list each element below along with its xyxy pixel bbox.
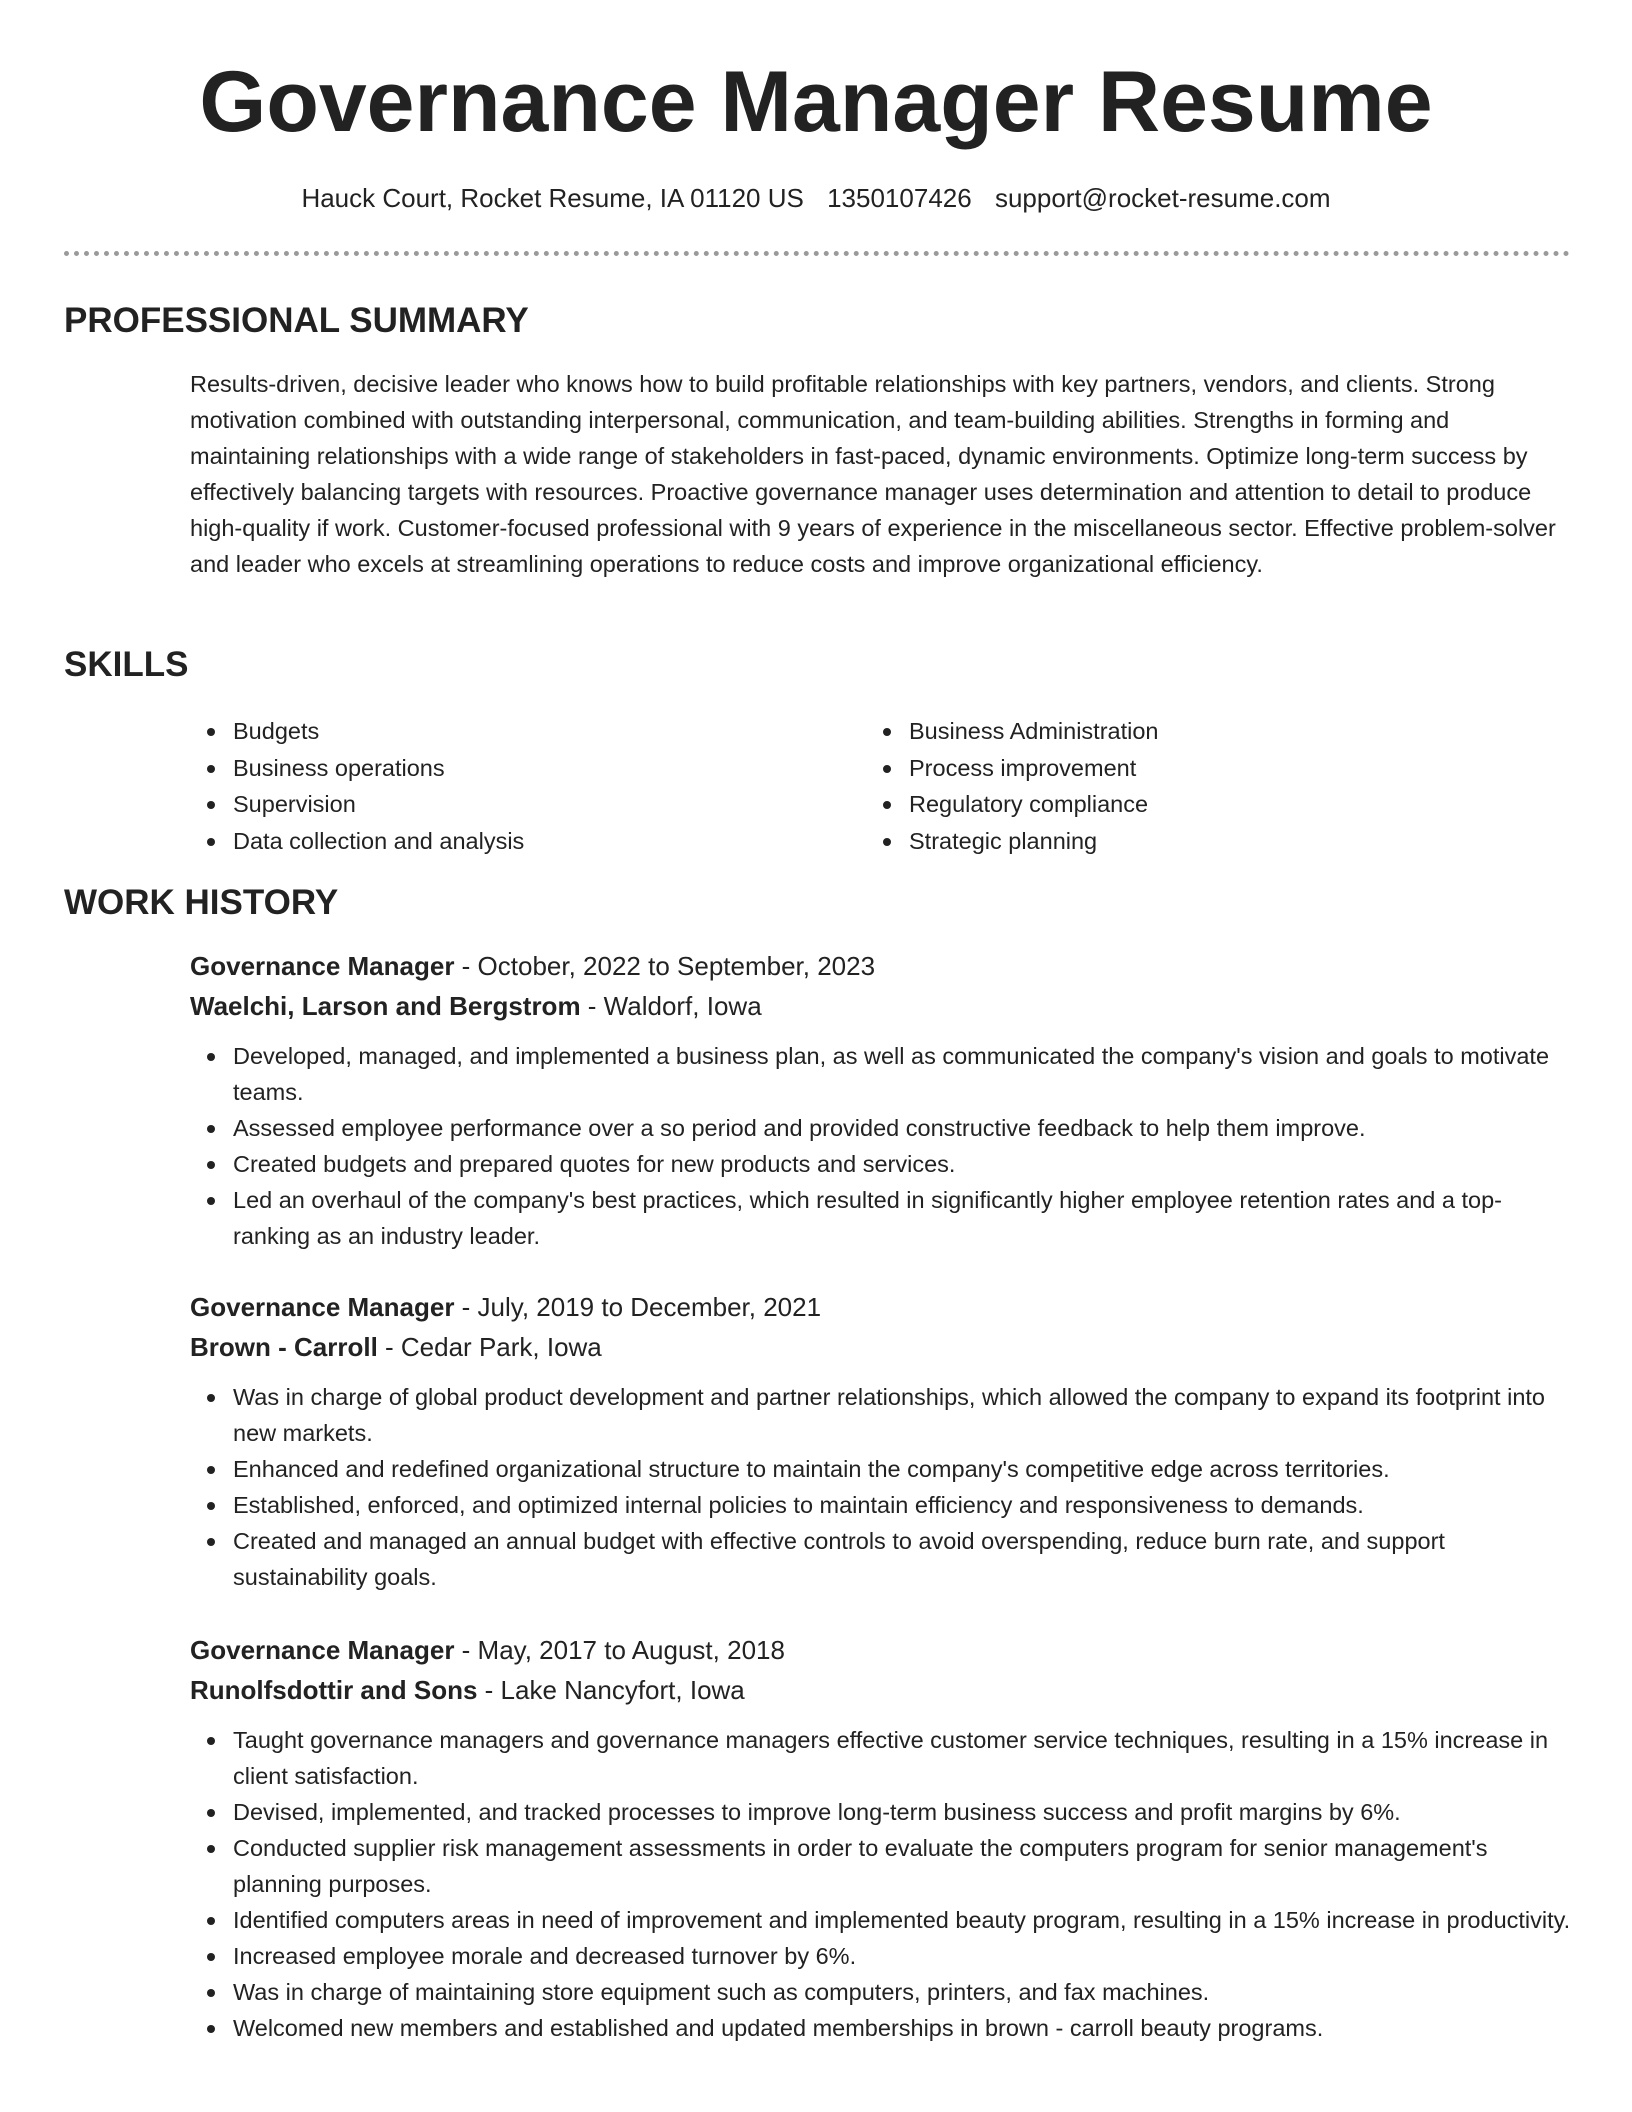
skills-list-right (866, 713, 1506, 859)
bullet-icon (207, 1737, 215, 1745)
skill-item (190, 786, 830, 823)
resume-title: Governance Manager Resume (199, 54, 1433, 150)
job-bullet-text: Assessed employee performance over a so period and provided constructive feedback to help them improve. (233, 1115, 1366, 1141)
job-bullet (190, 2010, 1572, 2046)
job-bullets (190, 1379, 1572, 1595)
summary-heading: PROFESSIONAL SUMMARY (64, 301, 529, 340)
job-bullet-text: Was in charge of maintaining store equipment such as computers, printers, and fax machines. (233, 1979, 1210, 2005)
job-entry (190, 1287, 1572, 1595)
bullet-icon (883, 801, 891, 809)
job-bullet (190, 1902, 1572, 1938)
job-title-line (190, 1287, 1572, 1327)
job-bullets (190, 1722, 1572, 2046)
contact-phone: 1350107426 (827, 183, 972, 213)
bullet-icon (207, 1538, 215, 1546)
header-divider (64, 251, 1570, 256)
bullet-icon (207, 1394, 215, 1402)
skill-label: Process improvement (909, 754, 1137, 781)
bullet-icon (883, 728, 891, 736)
job-title: Governance Manager (190, 1292, 455, 1322)
job-dates: - July, 2019 to December, 2021 (454, 1292, 822, 1322)
job-bullet (190, 1451, 1572, 1487)
job-location: - Lake Nancyfort, Iowa (477, 1675, 745, 1705)
job-company: Runolfsdottir and Sons (190, 1675, 478, 1705)
job-bullet (190, 1523, 1572, 1595)
contact-email[interactable]: support@rocket-resume.com (994, 183, 1331, 213)
job-bullet (190, 1379, 1572, 1451)
skills-heading: SKILLS (64, 645, 189, 684)
job-bullet (190, 1487, 1572, 1523)
bullet-icon (207, 1917, 215, 1925)
skill-label: Data collection and analysis (233, 827, 525, 854)
job-entry (190, 946, 1572, 1254)
job-bullet-text: Created budgets and prepared quotes for new products and services. (233, 1151, 956, 1177)
job-bullet (190, 1182, 1572, 1254)
job-bullet-text: Increased employee morale and decreased turnover by 6%. (233, 1943, 857, 1969)
bullet-icon (207, 1466, 215, 1474)
bullet-icon (207, 2025, 215, 2033)
contact-address: Hauck Court, Rocket Resume, IA 01120 US (301, 183, 804, 213)
job-bullet (190, 1938, 1572, 1974)
job-bullet-text: Was in charge of global product development and partner relationships, which allowed the company to expand its footprint into new markets. (233, 1384, 1545, 1446)
job-title-line (190, 1630, 1572, 1670)
job-bullet-text: Conducted supplier risk management assessments in order to evaluate the computers program for senior management's planning purposes. (233, 1835, 1488, 1897)
job-bullet-text: Developed, managed, and implemented a business plan, as well as communicated the company's vision and goals to motivate teams. (233, 1043, 1550, 1105)
job-dates: - October, 2022 to September, 2023 (454, 951, 876, 981)
job-bullet-text: Created and managed an annual budget with effective controls to avoid overspending, reduce burn rate, and support sustainability goals. (233, 1528, 1445, 1590)
bullet-icon (883, 838, 891, 846)
job-bullet-text: Led an overhaul of the company's best practices, which resulted in significantly higher employee retention rates and a top-ranking as an industry leader. (233, 1187, 1502, 1249)
job-bullet-text: Enhanced and redefined organizational structure to maintain the company's competitive edge across territories. (233, 1456, 1390, 1482)
bullet-icon (207, 765, 215, 773)
bullet-icon (207, 1161, 215, 1169)
bullet-icon (207, 1053, 215, 1061)
job-bullet-text: Taught governance managers and governance managers effective customer service techniques, resulting in a 15% increase in client satisfaction. (233, 1727, 1549, 1789)
bullet-icon (207, 838, 215, 846)
job-bullet (190, 1830, 1572, 1902)
job-company-line (190, 986, 1572, 1026)
bullet-icon (207, 1809, 215, 1817)
job-bullet (190, 1794, 1572, 1830)
skill-item (190, 823, 830, 860)
job-title-line (190, 946, 1572, 986)
job-bullet-text: Identified computers areas in need of improvement and implemented beauty program, resulting in a 15% increase in productivity. (233, 1907, 1571, 1933)
bullet-icon (207, 1125, 215, 1133)
job-bullet-text: Welcomed new members and established and updated memberships in brown - carroll beauty programs. (233, 2015, 1324, 2041)
skill-item (866, 713, 1506, 750)
bullet-icon (207, 1197, 215, 1205)
job-bullet-text: Devised, implemented, and tracked processes to improve long-term business success and profit margins by 6%. (233, 1799, 1401, 1825)
job-title: Governance Manager (190, 951, 455, 981)
bullet-icon (883, 765, 891, 773)
job-location: - Waldorf, Iowa (580, 991, 762, 1021)
work-history-heading: WORK HISTORY (64, 883, 339, 922)
bullet-icon (207, 1989, 215, 1997)
job-bullet (190, 1038, 1572, 1110)
bullet-icon (207, 728, 215, 736)
job-title: Governance Manager (190, 1635, 455, 1665)
skill-item (866, 823, 1506, 860)
bullet-icon (207, 1953, 215, 1961)
job-company-line (190, 1670, 1572, 1710)
bullet-icon (207, 1845, 215, 1853)
job-dates: - May, 2017 to August, 2018 (454, 1635, 785, 1665)
job-bullet (190, 1110, 1572, 1146)
job-bullet (190, 1722, 1572, 1794)
job-company: Brown - Carroll (190, 1332, 378, 1362)
skill-item (190, 750, 830, 787)
skill-label: Supervision (233, 791, 356, 817)
job-company: Waelchi, Larson and Bergstrom (190, 991, 581, 1021)
skill-label: Business Administration (909, 718, 1159, 744)
skills-list-left (190, 713, 830, 859)
bullet-icon (207, 1502, 215, 1510)
job-bullet (190, 1146, 1572, 1182)
job-bullet-text: Established, enforced, and optimized internal policies to maintain efficiency and responsiveness to demands. (233, 1492, 1364, 1518)
skill-label: Business operations (233, 754, 445, 781)
skill-item (866, 786, 1506, 823)
summary-text: Results-driven, decisive leader who knows how to build profitable relationships with key partners, vendors, and clients. Strong motivation combined with outstanding interpersonal, communication, and team-building abilities. Strengths in forming and maintaining relationships with a wide range of stakeholders in fast-paced, dynamic environments. Optimize long-term success by effectively balancing targets with resources. Proactive governance manager uses determination and attention to detail to produce high-quality if work. Customer-focused professional with 9 years of experience in the miscellaneous sector. Effective problem-solver and leader who excels at streamlining operations to reduce costs and improve organizational efficiency. (190, 371, 1556, 577)
job-entry (190, 1630, 1572, 2046)
skill-item (190, 713, 830, 750)
skill-label: Regulatory compliance (909, 791, 1149, 817)
skill-label: Budgets (233, 718, 320, 744)
contact-line (0, 180, 1632, 216)
job-company-line (190, 1327, 1572, 1367)
job-bullet (190, 1974, 1572, 2010)
job-location: - Cedar Park, Iowa (377, 1332, 602, 1362)
job-bullets (190, 1038, 1572, 1254)
bullet-icon (207, 801, 215, 809)
skill-label: Strategic planning (909, 827, 1098, 854)
skill-item (866, 750, 1506, 787)
